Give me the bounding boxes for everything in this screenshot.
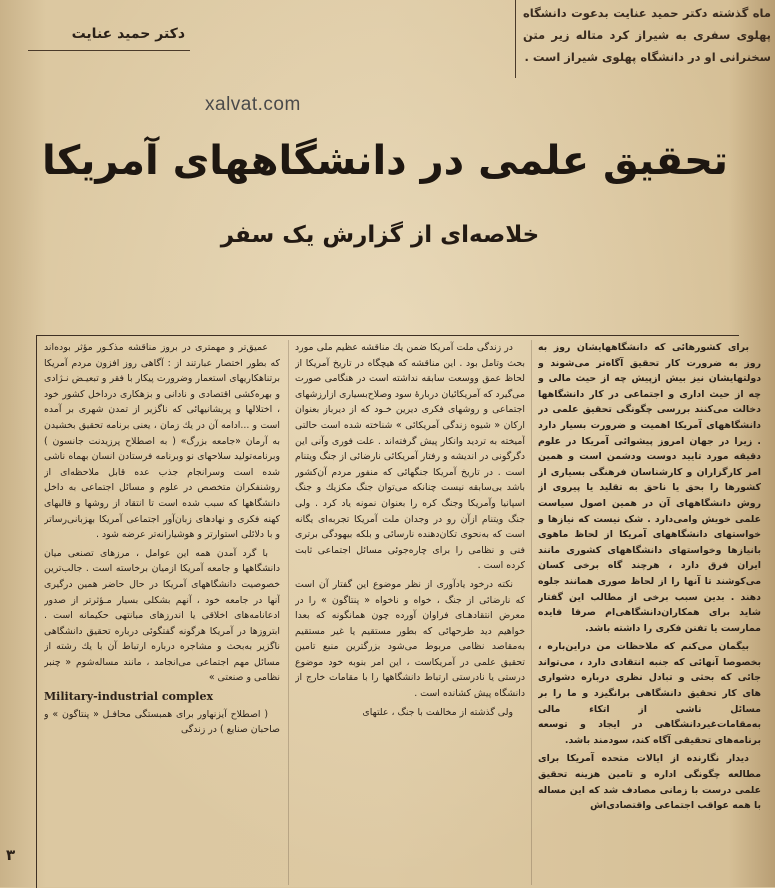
paragraph: دیدار نگارنده از ایالات متحده آمریکا برای مطالعه چگونگی اداره و تامین هزینه تحقیق علمی درست با زمانی مصادف شد که این مساله با همه عواقب اجتماعی واقتصادی‌اش [538,753,761,812]
intro-paragraph: ماه گذشته دکتر حمید عنایت بدعوت دانشگاه پهلوی سفری به شیراز کرد متاله زیر متن سخنرانی او در دانشگاه پهلوی شیراز است . [523,6,771,64]
column-divider [531,340,532,885]
column-divider [288,340,289,885]
page-number: ۳ [6,846,16,864]
paragraph: ( اصطلاح آیزنهاور برای همبستگی محافـل « پنتاگون » و صاحبان صنایع ) در زندگی [44,708,280,736]
paragraph: ولی گذشته از مخالفت با جنگ ، علتهای [362,706,513,718]
paragraph: عمیق‌تر و مهمتری در بروز مناقشه مذکـور مؤثر بوده‌اند که بطور اختصار عبارتند از : آگاهی روز افزون مردم آمریکا برتناهکاریهای استعمار وضرورت پیکار با فقر و تبعیـض نـژادی و بهره‌کشی اقتصادی و نادانی و بزهکاری دردا‌خل کشور خود ، اختلالها و پریشانیهائی که ناگزیر از تمدن شهری بر آمده است و ...ادامه آن در یك زمان ، یعنی برنامه تحقیق بخشیدن به آرمان «جامعه بزرگ» ( به اصطلاح پرزیدنت جانسون ) وبرنامه‌تولید سلاحهای نو وبرنامه فرستادن انسان بهماه ناشی شده است وسرانجام جذب عده قابل ملاحظه‌ای از روشنفکران متخصص در علوم و مسائل اجتماعی به داخل دانشگاهها که سبب شده است تا انتقاد از روشها و قالبهای کهنه فکری و نهادهای زبان‌آور اجتماعی آمریکا بهزبانی‌رساتر و با دلائلی استوارتر و هوشیارانه‌تر عرضه شود . [44,342,280,541]
column-left [44,340,280,885]
paragraph: در زندگی ملت آمریکا ضمن یك مناقشه عظیم ملی مورد بحث وتامل بود . این مناقشه که هیچگاه در تاریخ آمریکا از لحاظ عمق ووسعت سابقه نداشته است در هنگامی صورت می‌گیرد که آمریکائیان دربارۀ سود وصلاح‌بسیاری ازارزشهای اجتماعی و روشهای فکری دیرین خـود که از دیرباز بعنوان ارکان « شیوه زندگی آمریکائی » شناخته شده است حالتی آمیخته به تردید وانکار پیش گرفته‌اند . علت فوری وآنی این دگرگونی در اندیشه و رفتار آمریکائی نارضائی از جنگ ویتنام است . در تاریخ آمریکا جنگهائی که منفور مردم آن‌کشور باشد بی‌سابقه نیست چنانکه می‌توان جنگ مکزیك و جنگ اسپانیا وآمریکا وجنگ کره را بعنوان نمونه یاد کرد . ولی جنگ ویتنام ازآن رو در وجدان ملت آمریکا تجربه‌ای یگانه است که به‌نحوی تکان‌دهنده نارسائی و بلکه بیهودگی برتری فنی و نظامی را برای چاره‌جوئی مسائل اجتماعی ثابت کرده است . [295,342,525,572]
author-name: دکتر حمید عنایت [71,26,185,42]
watermark: xalvat.com [205,94,301,115]
article-title: تحقیق علمی در دانشگاههای آمریکا [42,138,728,184]
paragraph: نکته درخود یادآوری از نظر موضوع این گفتار آن است که نارضائی از جنگ ، خواه و ناخواه « پنتاگون » را در معرض انتقادهـای فراوان آورده چون همانگونه که بعدا خواهیم دید طرحهائی که بطور مستقیم یا غیر مستقیم به‌مقاصد نظامی مربوط می‌شود بزرگترین منبع تامین تحقیق علمی در آمریکاست ، این امر بنوبه خود موضوع درستی یا نادرستی ارتباط دانشگاهها را با مقامات خارج از دانشگاه پیش کشانده است . [295,578,525,700]
article-subtitle: خلاصه‌ای از گزارش یک سفر [220,222,540,248]
author-rule [28,50,190,51]
column-right [538,340,761,887]
english-term: Military-industrial complex [44,690,214,704]
intro-divider [515,0,516,78]
paragraph: بیگمان می‌کنم که ملاحظات من دراین‌باره ، بخصوصا آنهائی که جنبه انتقادی دارد ، می‌تواند جائی که بحثی و تبادل نظری درباره دشواری های کار تحقیق دانشگاهی برانگیزد و ما را بر مسائل ناشی از اتکاء مالی به‌مقامات‌غیر‌دانشگاهی در ایجاد و توسعه برنامه‌های تحقیقی آگاه کند، سودمند باشد. [538,641,761,746]
column-middle [295,340,525,887]
paragraph: با گرد آمدن همه این عوامل ، مرزهای تصنعی میان دانشگاهها و جامعه آمریکا ازمیان برخاسته است . جالب‌ترین خصوصیت دانشگاههای آمریکا در حال حاضر همین درگیری آنها در جامعه خود ، آنهم بشکلی بسیار مـؤثرتر از صدور ادعانامه‌های اخلاقی یا اندرزهای مبانتهی حکیمانه است . ابتروزها در آمریکا هرگونه گفتگوئی درباره تحقیق دانشگاهی ناگزیر به‌بحث و مشاجره درباره ارتباط آن با یك رشته از مسائل مهم اجتماعی می‌انجامد ، مانند مساله‌شوم « چنبر نظامی و صنعتی » [44,547,280,684]
paragraph: برای کشورهائی که دانشگاههایشان روز به روز به ضرورت کار تحقیق آگاه‌تر می‌شوند و دولتهایشان نیز بیش ازپیش چه از حیث مالی و چه از حیث اداری و اجتماعی در کار دانشگاهها دخالت می‌کنند بررسی چگونگی تحقیق علمی در دانشگاههای آمریکا اهمیت و ضرورت بسیار دارد . زیرا در جهان امروز پیشوائی آمریکا در علوم دقیقه مورد تایید دوست ودشمن است و همین امر کارگزاران و کارشناسان فرهنگی بسیاری از کشورها را بحق یا ناحق به تقلید یا پیروی از روش دانشگاههای آن در همین اصول سیاست علمی خویش وامی‌دارد . شک نیست که نیازها و خواستهای دانشگاههای آمریکا از لحاظ ماهوی بانیازها وخواستهای دانشگاههای کشوری مانند ایران فرق دارد ، هرچند گاه برخی کسان می‌کوشند تا آنها را از لحاظ صوری همانند جلوه دهند . بدین سبب برخی از مطالب این گفتار شاید برای همکاران‌دانشگاهی‌ام صرفا فایده ممارست یا تفنن فکری را داشته باشد. [538,342,761,634]
